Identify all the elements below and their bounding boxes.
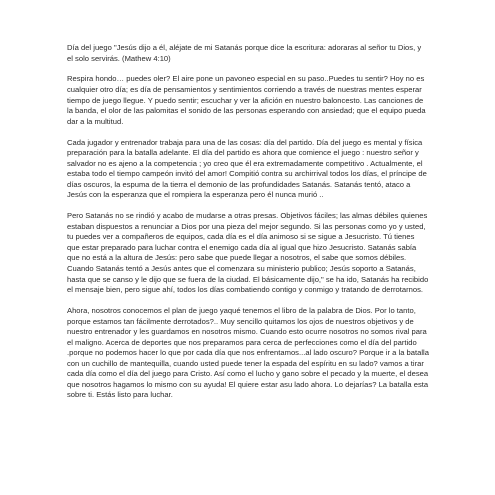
document-body (67, 43, 429, 411)
paragraph-game-day: Cada jugador y entrenador trabaja para una de las cosas: día del partido. Día del juego es mental y física preparación para la batalla adelante. El día del partido es ahora que comience el juego : nuestro señor y salvador no es ajeno a la competencia ; yo creo que él era extremadamente competitivo . Actualmente, el estaba todo el tiempo campeón invitó del amor! Compitió contra su archirrival todos los días, el príncipe de días oscuros, la espuma de la tierra el demonio de las profundidades Satanás. Satanás tentó, ataco a Jesús con la esperanza que el rompiera la esperanza pero él nunca murió .. (67, 137, 427, 200)
paragraph-game-plan: Ahora, nosotros conocemos el plan de juego yaqué tenemos el libro de la palabra de Dios. Por lo tanto, porque estamos tan fácilmente derrotados?.. Muy sencillo quitamos los ojos de nuestros objetivos y de nuestro entrenador y les guardamos en nosotros mismo. Cuando esto ocurre nosotros no somos rival para el maligno. Acerca de deportes que nos preparamos para cerca de perfecciones como el día del partido .porque no podemos hacer lo que por cada día que nos enfrentamos...al lado oscuro? Porque ir a la batalla con un cuchillo de mantequilla, cuando usted puede tener la espada del espíritu en su lado? vamos a tirar cada día como el día del juego para Cristo. Así como el lucho y gano sobre el pecado y la muerte, el desea que nosotros hagamos lo mismo con su ayuda! El quiere estar asu lado ahora. Lo dejarías? La batalla esta sobre ti. Estás listo para luchar. (67, 306, 429, 400)
paragraph-title-verse: Día del juego "Jesús dijo a él, aléjate de mi Satanás porque dice la escritura: adoraras al señor tu Dios, y el solo servirás. (Mathew 4:10) (67, 43, 422, 63)
paragraph-breathe: Respira hondo… puedes oler? El aire pone un pavoneo especial en su paso..Puedes tu sentir? Hoy no es cualquier otro día; es día de pensamientos y sentimientos corriendo a través de nuestras mentes esperar tiempo de juego llegue. Y puedo sentir; escuchar y ver la afición en nuestro baloncesto. Las canciones de la banda, el olor de las palomitas el sonido de las personas esperando con ansiedad; que el equipo pueda dar a la multitud. (67, 74, 426, 126)
paragraph-satan: Pero Satanás no se rindió y acabo de mudarse a otras presas. Objetivos fáciles; las almas débiles quienes estaban dispuestos a renunciar a Dios por una pieza del mejor segundo. Si las personas como yo y usted, tu puedes ver a compañeros de equipos, cada día es el día animoso si se sigue a Jesucristo. Tú tienes que estar preparado para luchar contra el enemigo cada día al igual que hizo Jesucristo. Satanás sabía que no está a la altura de Jesús: pero sabe que puede llegar a nosotros, el sabe que somos débiles. Cuando Satanás tentó a Jesús antes que el comenzara su ministerio publico; Jesús soporto a Satanás, hasta que se canso y le dijo que se fuera de la ciudad. El básicamente dijo," se ha ido, Satanás ha recibido el mensaje bien, pero sigue ahí, todos los días combatiendo contigo y conmigo y tratando de derrotarnos. (67, 211, 429, 295)
